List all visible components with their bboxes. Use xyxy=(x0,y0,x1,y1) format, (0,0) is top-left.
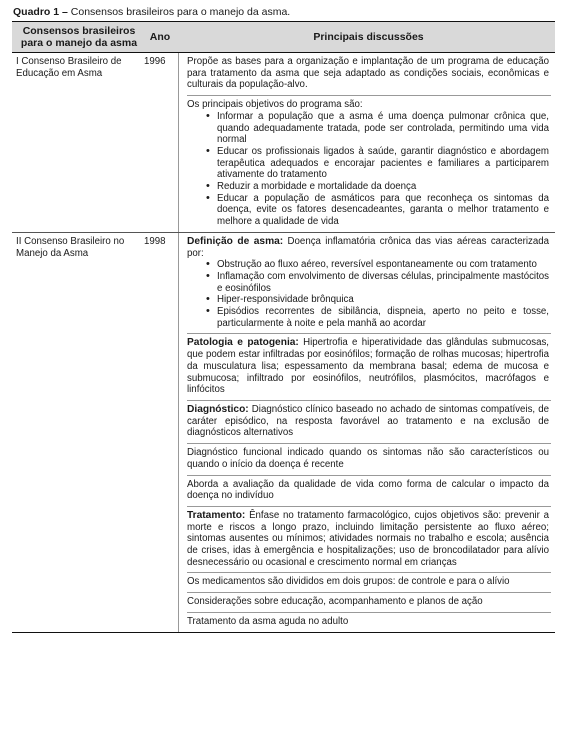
discussion-block xyxy=(187,613,551,632)
consensus-name: II Consenso Brasileiro no Manejo da Asma xyxy=(16,235,125,259)
term-label: Definição de asma: xyxy=(187,235,284,247)
discussion-text xyxy=(187,404,549,439)
list-item: • Informar a população que a asma é uma doença pulmonar crônica que, quando adequadamente tratada, pode ser controlada, permitindo uma vida normal xyxy=(217,111,549,146)
list-item: • Episódios recorrentes de sibilância, dispneia, aperto no peito e tosse, particularmente à noite e pela manhã ao acordar xyxy=(217,306,549,329)
header-discussions: Principais discussões xyxy=(313,31,424,43)
discussion-block xyxy=(187,573,551,593)
consensus-table xyxy=(12,21,555,633)
discussion-text: Tratamento da asma aguda no adulto xyxy=(187,615,349,627)
discussion-text: Os medicamentos são divididos em dois grupos: de controle e para o alívio xyxy=(187,576,510,588)
discussion-text: Diagnóstico funcional indicado quando os sintomas não são característicos ou quando o início da doença é recente xyxy=(187,447,549,470)
discussion-text: Os principais objetivos do programa são: xyxy=(187,99,363,111)
table-header xyxy=(12,22,555,53)
consensus-name: I Consenso Brasileiro de Educação em Asma xyxy=(16,56,122,79)
discussion-text xyxy=(187,236,549,259)
table-row xyxy=(12,53,555,233)
header-year: Ano xyxy=(149,31,171,43)
term-label: Tratamento: xyxy=(187,509,246,521)
discussions-cell xyxy=(178,233,555,632)
document-page xyxy=(12,6,555,633)
discussion-block xyxy=(187,334,551,401)
table-caption xyxy=(13,6,555,19)
list-item: • Educar a população de asmáticos para que reconheça os sintomas da doença, evite os fatores desencadeantes, garanta o melhor tratamento e melhore a qualidade de vida xyxy=(217,193,549,228)
discussion-block xyxy=(187,476,551,507)
discussions-cell xyxy=(178,53,555,232)
discussion-text: Propõe as bases para a organização e implantação de um programa de educação para tratamento da asma que seja adaptado as condições sociais, econômicas e culturais da população-alvo. xyxy=(187,56,549,91)
consensus-year: 1998 xyxy=(144,235,166,247)
term-label: Patologia e patogenia: xyxy=(187,337,299,349)
list-item: • Obstrução ao fluxo aéreo, reversível espontaneamente ou com tratamento xyxy=(217,259,549,271)
list-item: • Reduzir a morbidade e mortalidade da doença xyxy=(217,181,549,193)
term-text: Doença inflamatória crônica das vias aéreas caracterizada por: xyxy=(187,235,549,259)
list-item: • Educar os profissionais ligados à saúde, garantir diagnóstico e abordagem terapêutica adequados e encorajar pacientes e familiares a participarem ativamente do tratamento xyxy=(217,146,549,181)
discussion-block xyxy=(187,53,551,96)
discussion-block xyxy=(187,444,551,475)
discussion-block xyxy=(187,507,551,574)
discussion-text: Considerações sobre educação, acompanhamento e planos de ação xyxy=(187,596,483,608)
consensus-year: 1996 xyxy=(144,56,166,67)
discussion-block xyxy=(187,593,551,613)
caption-label: Quadro 1 – xyxy=(13,6,68,18)
table-row xyxy=(12,233,555,632)
discussion-text: Aborda a avaliação da qualidade de vida como forma de calcular o impacto da doença no indivíduo xyxy=(187,478,549,502)
discussion-block xyxy=(187,96,551,232)
bullet-list xyxy=(187,259,549,329)
discussion-text xyxy=(187,337,549,396)
discussion-block xyxy=(187,233,551,335)
header-consensus: Consensos brasileiros para o manejo da asma xyxy=(20,25,138,49)
discussion-text xyxy=(187,510,549,569)
term-text: Diagnóstico clínico baseado no achado de sintomas compatíveis, de caráter episódico, na resposta favorável ao tratamento e na exclusão de diagnósticos alternativos xyxy=(187,403,549,439)
caption-text: Consensos brasileiros para o manejo da asma. xyxy=(67,6,291,18)
term-label: Diagnóstico: xyxy=(187,403,249,415)
term-text: Ênfase no tratamento farmacológico, cujos objetivos são: prevenir a morte e riscos a longo prazo, incluindo limitação persistente ao fluxo aéreo; sintomas ausentes ou mínimos; atividades normais no trabalho e escola; ausência de crises, idas à emergência e hospitalizações; uso de broncodilatador para alívio desnecessário ou ocasional e crescimento normal em crianças xyxy=(187,509,549,568)
list-item: • Hiper-responsividade brônquica xyxy=(217,294,549,306)
discussion-block xyxy=(187,401,551,444)
bullet-list xyxy=(187,111,549,228)
list-item: • Inflamação com envolvimento de diversas células, principalmente mastócitos e eosinófilos xyxy=(217,271,549,294)
term-text: Hipertrofia e hiperatividade das glândulas submucosas, que podem estar infiltradas por eosinófilos; formação de rolhas mucosas; hipertrofia da musculatura lisa; espessamento da membrana basal; edema de mucosa e submucosa; infiltrado por eosinófilos, neutrófilos, plasmócitos, macrófagos e linfócitos xyxy=(187,337,550,396)
